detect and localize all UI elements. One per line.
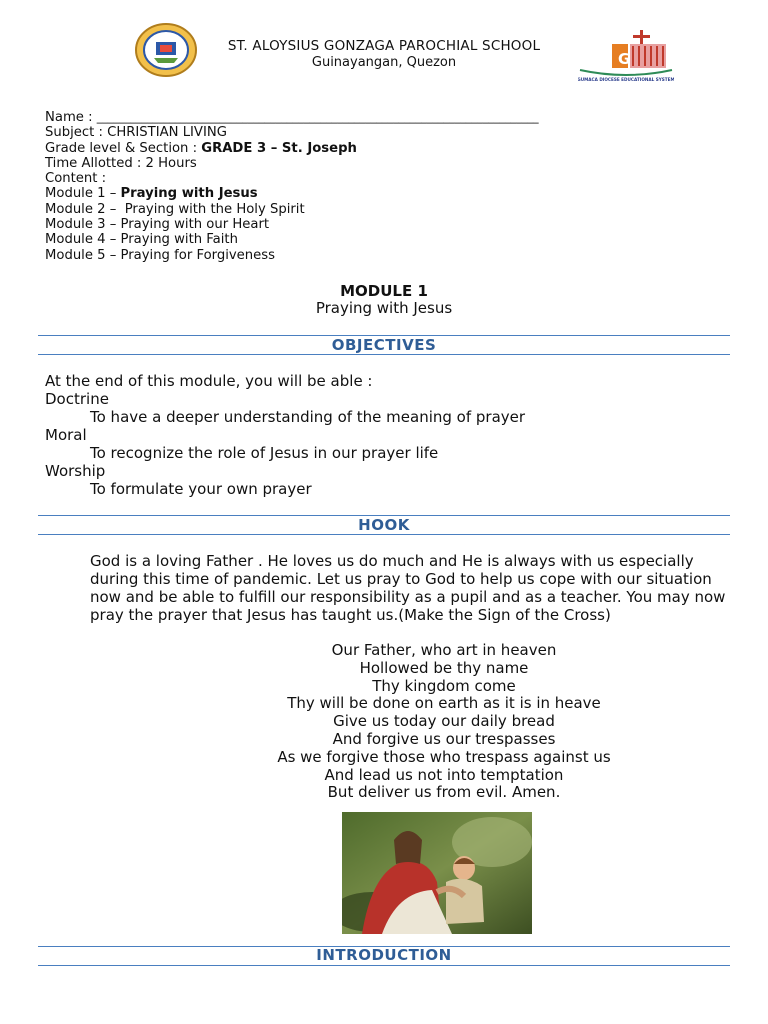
prayer-line: As we forgive those who trespass against us: [277, 747, 611, 766]
grade-label: Grade level & Section :: [45, 140, 202, 156]
module-1-prefix: Module 1 –: [45, 186, 121, 202]
introduction-heading: INTRODUCTION: [316, 946, 452, 964]
prayer-line: Thy kingdom come: [372, 676, 516, 695]
objective-text-doctrine: To have a deeper understanding of the meaning of prayer: [90, 408, 526, 426]
prayer-line: And forgive us our trespasses: [332, 729, 556, 748]
module-3-line: Module 3 – Praying with our Heart: [45, 217, 270, 233]
objective-label-doctrine: Doctrine: [45, 390, 109, 408]
diocese-logo-letter: G: [618, 50, 631, 68]
module-1-line: [45, 186, 539, 201]
grade-value: GRADE 3 – St. Joseph: [201, 140, 357, 156]
objectives-list: [45, 372, 525, 498]
objective-text-worship: To formulate your own prayer: [90, 480, 312, 498]
content-label: Content :: [45, 171, 107, 187]
objective-text-moral: To recognize the role of Jesus in our prayer life: [90, 444, 439, 462]
module-1-title: Praying with Jesus: [120, 186, 258, 202]
name-label: Name :: [45, 110, 97, 125]
school-name: ST. ALOYSIUS GONZAGA PAROCHIAL SCHOOL: [227, 38, 541, 54]
objectives-bottom-rule: [38, 354, 730, 355]
objectives-intro: At the end of this module, you will be able :: [45, 372, 373, 390]
objective-label-worship: Worship: [45, 462, 106, 480]
prayer-line: But deliver us from evil. Amen.: [327, 783, 561, 802]
info-block: [45, 110, 539, 263]
hook-paragraph: God is a loving Father . He loves us do much and He is always with us especially during this time of pandemic. Let us pray to God to help us cope with our situation now and be able to fulfill our responsibility as a pupil and as a teacher. You may now pray the prayer that Jesus has taught us.(Make the Sign of the Cross): [90, 552, 726, 624]
prayer-line: Give us today our daily bread: [333, 712, 555, 731]
subject-line: Subject : CHRISTIAN LIVING: [45, 125, 227, 141]
module-subtitle: Praying with Jesus: [315, 299, 453, 317]
module-4-line: Module 4 – Praying with Faith: [45, 232, 238, 248]
prayer-line: Thy will be done on earth as it is in heave: [287, 694, 601, 713]
lords-prayer: [134, 642, 754, 802]
jesus-with-child-image: [342, 812, 532, 934]
hook-bottom-rule: [38, 534, 730, 535]
diocese-logo-caption: GUMACA DIOCESE EDUCATIONAL SYSTEM: [578, 77, 674, 82]
grade-row: [45, 141, 539, 156]
diocese-logo: [578, 24, 674, 84]
prayer-line: And lead us not into temptation: [324, 765, 564, 784]
objectives-heading: OBJECTIVES: [331, 336, 437, 354]
introduction-bottom-rule: [38, 965, 730, 966]
name-row: [45, 110, 539, 125]
name-blank-line: _______________________________________________________________________________: [96, 111, 539, 124]
module-5-line: Module 5 – Praying for Forgiveness: [45, 247, 275, 263]
hook-heading: HOOK: [358, 516, 410, 534]
time-allotted: Time Allotted : 2 Hours: [45, 155, 197, 171]
module-2-line: Module 2 – Praying with the Holy Spirit: [45, 201, 305, 217]
objective-label-moral: Moral: [45, 426, 87, 444]
module-title: MODULE 1: [340, 282, 428, 300]
prayer-line: Our Father, who art in heaven: [331, 641, 557, 659]
school-address: Guinayangan, Quezon: [311, 55, 457, 70]
prayer-line: Hollowed be thy name: [359, 658, 529, 677]
